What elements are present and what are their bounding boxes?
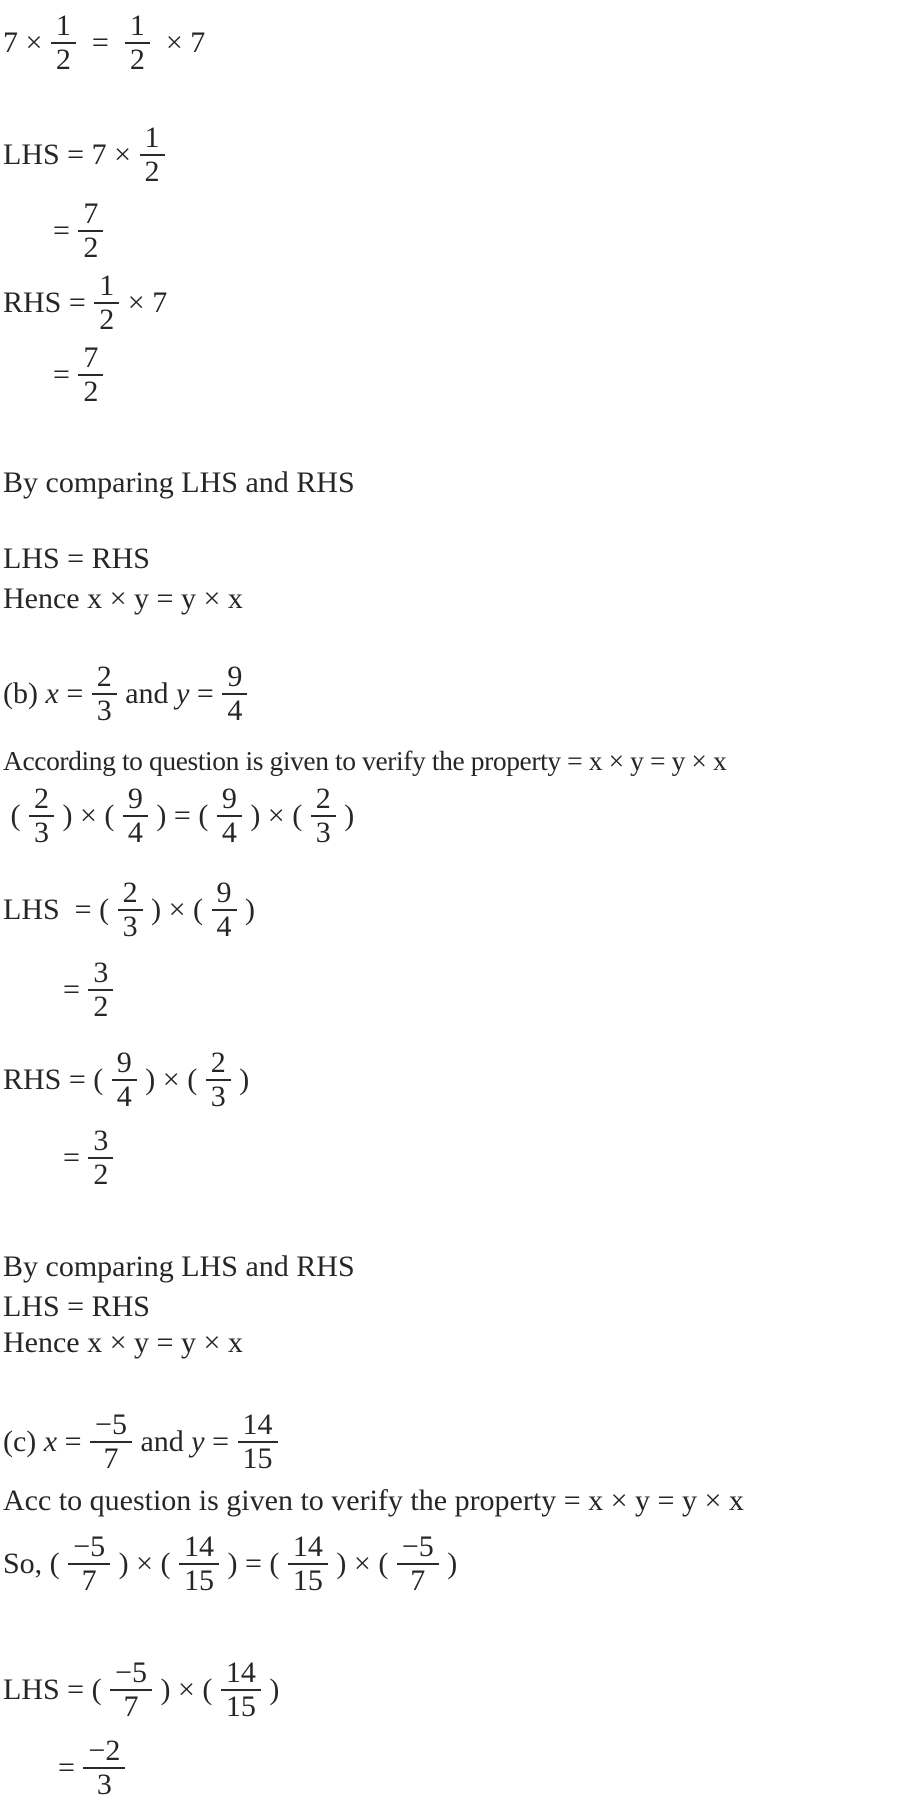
denominator: 3 (96, 694, 112, 727)
denominator: 4 (221, 816, 237, 849)
denominator: 15 (184, 1564, 215, 1597)
numerator: −2 (83, 1735, 125, 1769)
text-run: ) = ( (148, 799, 216, 832)
text-run: ) × ( (111, 1547, 179, 1580)
lhs-definition-a (3, 120, 909, 190)
numerator: 1 (51, 10, 76, 44)
numerator: −5 (90, 1409, 132, 1443)
text-run: × 7 (150, 26, 206, 59)
numerator: 9 (112, 1047, 137, 1081)
text-run: = (63, 1141, 88, 1174)
numerator: 3 (88, 1125, 113, 1159)
numerator: 9 (222, 661, 247, 695)
denominator: 2 (144, 155, 160, 188)
denominator: 3 (315, 816, 331, 849)
text-run: By comparing LHS and RHS (3, 1250, 355, 1283)
text-run: LHS = 7 × (3, 138, 139, 171)
text-run: and (117, 677, 177, 710)
fraction (221, 1657, 261, 1723)
text-run: ) (439, 1547, 458, 1580)
text-run: 7 × (3, 26, 50, 59)
text-run: ) × ( (242, 799, 310, 832)
part-b-given (3, 659, 909, 729)
denominator: 7 (81, 1564, 97, 1597)
fraction (88, 957, 113, 1023)
text-run: ( (3, 799, 28, 832)
numerator: −5 (110, 1657, 152, 1691)
numerator: 1 (125, 10, 150, 44)
fraction (212, 877, 237, 943)
text-run: According to question is given to verify the property = x × y = y × x (3, 745, 727, 776)
denominator: 7 (103, 1442, 119, 1475)
part-b-property-statement (3, 743, 909, 779)
text-run: ) = ( (220, 1547, 287, 1580)
rhs-definition-b (3, 1045, 909, 1115)
text-run: ) × ( (55, 799, 122, 832)
numerator: −5 (68, 1531, 110, 1565)
denominator: 2 (83, 375, 99, 408)
part-b-equation (3, 781, 909, 851)
denominator: 4 (116, 1080, 132, 1113)
text-run: ) × ( (143, 893, 211, 926)
rhs-value-a (3, 340, 909, 410)
text-run: = (204, 1425, 237, 1458)
fraction (222, 661, 247, 727)
lhs-value-c (3, 1733, 909, 1801)
denominator: 3 (210, 1080, 226, 1113)
lhs-value-a (3, 196, 909, 266)
eq-commutative-example-a (3, 8, 909, 78)
part-c-property-statement (3, 1483, 909, 1519)
text-run: ) (261, 1673, 280, 1706)
fraction (217, 783, 242, 849)
numerator: 2 (92, 661, 117, 695)
part-c-given (3, 1407, 909, 1477)
fraction (206, 1047, 231, 1113)
text-run: × 7 (120, 286, 168, 319)
denominator: 2 (83, 231, 99, 264)
fraction (90, 1409, 132, 1475)
numerator: −5 (397, 1531, 439, 1565)
text-run: (c) (3, 1425, 44, 1458)
numerator: 2 (206, 1047, 231, 1081)
numerator: 2 (311, 783, 336, 817)
text-run: Hence x × y = y × x (3, 582, 243, 615)
fraction (78, 198, 103, 264)
text-run: = (63, 973, 88, 1006)
text-run: ) × ( (328, 1547, 396, 1580)
fraction (94, 270, 119, 336)
fraction (123, 783, 148, 849)
numerator: 2 (29, 783, 54, 817)
text-run: = (53, 358, 78, 391)
numerator: 3 (88, 957, 113, 991)
denominator: 3 (96, 1768, 112, 1801)
compare-statement-b (3, 1249, 909, 1285)
text-run: (b) (3, 677, 46, 710)
denominator: 2 (99, 303, 115, 336)
text-run: ) (237, 893, 255, 926)
denominator: 4 (216, 910, 232, 943)
numerator: 1 (140, 122, 165, 156)
rhs-definition-a (3, 268, 909, 338)
numerator: 2 (118, 877, 143, 911)
lhs-definition-b (3, 875, 909, 945)
text-run: ) (231, 1063, 250, 1096)
denominator: 2 (55, 43, 71, 76)
text-run: = (58, 1751, 83, 1784)
text-run: LHS = ( (3, 893, 117, 926)
fraction (88, 1125, 113, 1191)
fraction (83, 1735, 125, 1801)
denominator: 2 (129, 43, 145, 76)
numerator: 14 (238, 1409, 278, 1443)
numerator: 14 (288, 1531, 328, 1565)
fraction (118, 877, 143, 943)
numerator: 14 (179, 1531, 219, 1565)
fraction (29, 783, 54, 849)
fraction (179, 1531, 219, 1597)
text-run: and (132, 1425, 192, 1458)
numerator: 14 (221, 1657, 261, 1691)
fraction (78, 342, 103, 408)
text-run: RHS = ( (3, 1063, 111, 1096)
hence-statement-b (3, 1325, 909, 1361)
fraction (238, 1409, 278, 1475)
text-run: y (191, 1425, 205, 1458)
text-run: = (76, 26, 124, 59)
part-c-equation (3, 1529, 909, 1599)
text-run: = (189, 677, 222, 710)
rhs-value-b (3, 1123, 909, 1193)
denominator: 3 (122, 910, 138, 943)
denominator: 7 (410, 1564, 426, 1597)
text-run: Acc to question is given to verify the property = x × y = y × x (3, 1484, 744, 1517)
text-run: So, ( (3, 1547, 68, 1580)
numerator: 9 (123, 783, 148, 817)
text-run: LHS = ( (3, 1673, 110, 1706)
lhs-value-b (3, 955, 909, 1025)
text-run: x (43, 1425, 58, 1458)
denominator: 15 (242, 1442, 273, 1475)
fraction (110, 1657, 152, 1723)
text-run: LHS = RHS (3, 542, 150, 575)
text-run: x (45, 677, 59, 710)
fraction (140, 122, 165, 188)
denominator: 4 (127, 816, 143, 849)
numerator: 9 (217, 783, 242, 817)
fraction (288, 1531, 328, 1597)
numerator: 1 (94, 270, 119, 304)
text-run: = (57, 1425, 90, 1458)
fraction (397, 1531, 439, 1597)
text-run: LHS = RHS (3, 1290, 150, 1323)
numerator: 7 (78, 342, 103, 376)
fraction (112, 1047, 137, 1113)
lhs-equals-rhs-b (3, 1289, 909, 1325)
text-run: = (58, 677, 91, 710)
denominator: 3 (34, 816, 49, 849)
text-run: y (176, 677, 190, 710)
text-run: ) × ( (153, 1673, 220, 1706)
fraction (68, 1531, 110, 1597)
text-run: RHS = (3, 286, 94, 319)
denominator: 7 (123, 1690, 139, 1723)
compare-statement-a (3, 465, 909, 501)
numerator: 7 (78, 198, 103, 232)
text-run: Hence x × y = y × x (3, 1326, 243, 1359)
lhs-equals-rhs-a (3, 541, 909, 577)
numerator: 9 (212, 877, 237, 911)
denominator: 15 (292, 1564, 323, 1597)
denominator: 4 (227, 694, 243, 727)
fraction (51, 10, 76, 76)
fraction (92, 661, 117, 727)
denominator: 2 (93, 1158, 109, 1191)
text-run: By comparing LHS and RHS (3, 466, 355, 499)
denominator: 15 (225, 1690, 256, 1723)
text-run: ) × ( (137, 1063, 205, 1096)
fraction (311, 783, 336, 849)
fraction (125, 10, 150, 76)
denominator: 2 (93, 990, 109, 1023)
text-run: = (53, 214, 78, 247)
lhs-definition-c (3, 1655, 909, 1725)
hence-statement-a (3, 581, 909, 617)
text-run: ) (336, 799, 355, 832)
